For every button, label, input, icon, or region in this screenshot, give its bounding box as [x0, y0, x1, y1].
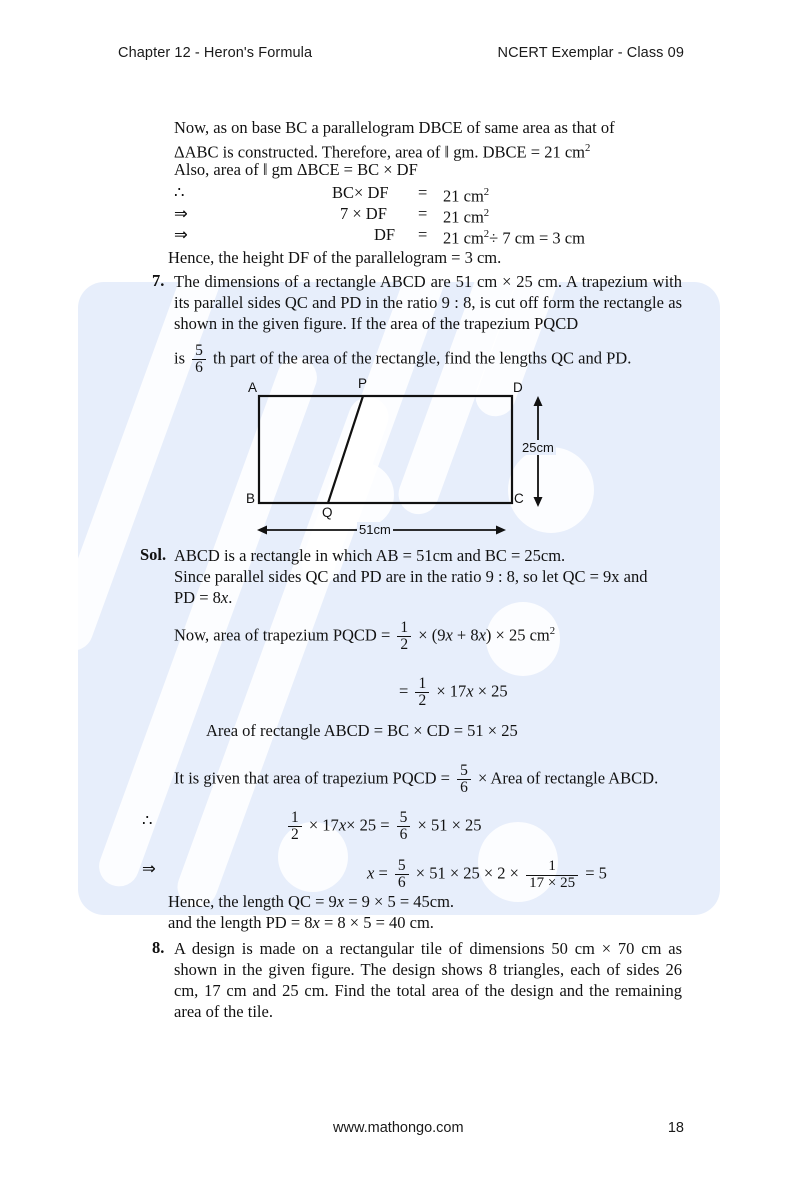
- solution-7-step-2-fraction-denominator: 2: [415, 692, 429, 709]
- solution-7-step-6-fraction-2-denominator: 17 × 25: [526, 875, 578, 891]
- footer-page-number: 18: [667, 1120, 684, 1136]
- solution-7-step-5-tail: × 51 × 25: [417, 815, 482, 835]
- solution-7-step-4-fraction-denominator: 6: [457, 779, 471, 796]
- solution-7-step-5-fraction-1-denominator: 2: [288, 826, 302, 843]
- prev-solution-line-2-sup: 2: [584, 142, 591, 154]
- solution-7-step-2-fraction: [415, 676, 429, 709]
- header-chapter-title: Chapter 12 - Heron's Formula: [118, 45, 313, 61]
- question-7-fraction: [192, 343, 206, 376]
- question-7-fraction-line: [174, 343, 631, 376]
- solution-7-line-3-var: x: [220, 588, 229, 607]
- solution-7-step-4-tail: × Area of rectangle ABCD.: [477, 768, 659, 788]
- solution-7-step-4-fraction: [457, 763, 471, 796]
- prev-eq-1-rhs-text: 21 cm: [443, 186, 484, 206]
- solution-7-conclusion-1-var: x: [336, 892, 345, 911]
- prev-eq-2-rhs-sup: 2: [483, 207, 490, 219]
- solution-7-step-1: [174, 620, 555, 653]
- solution-7-step-6-fraction-1-denominator: 6: [395, 874, 409, 891]
- solution-7-step-1-equals: =: [380, 625, 391, 645]
- question-7-text: The dimensions of a rectangle ABCD are 51 cm × 25 cm. A trapezium with its parallel sides QC and PD in the ratio 9 : 8, is cut off form the rectangle as shown in the given figure. If the area of the trapezium PQCD: [174, 272, 682, 333]
- solution-7-step-2-equals: =: [399, 681, 409, 701]
- solution-7-step-5-marker: ∴: [142, 811, 153, 830]
- question-7-fraction-numerator: 5: [195, 342, 203, 359]
- solution-7-step-1-var-2: x: [478, 625, 486, 645]
- page-footer: [118, 1120, 684, 1136]
- question-8-number: 8.: [152, 938, 165, 957]
- solution-7-step-6-mid: × 51 × 25 × 2 ×: [415, 863, 519, 883]
- question-7-fraction-denominator: 6: [192, 359, 206, 376]
- solution-7-step-2-var: x: [466, 681, 474, 701]
- prev-eq-1-marker: ∴: [174, 183, 185, 202]
- prev-eq-1-equals: =: [418, 183, 428, 202]
- watermark-dot-1: [328, 462, 394, 528]
- solution-7-step-6-fraction-2-numerator: 1: [548, 858, 556, 875]
- solution-7-step-5-fraction-1-numerator: 1: [291, 809, 299, 826]
- solution-7-step-1-fraction-denominator: 2: [397, 636, 411, 653]
- header-book-title: NCERT Exemplar - Class 09: [497, 45, 684, 61]
- solution-7-step-4: [174, 763, 658, 796]
- solution-7-marker: Sol.: [140, 545, 167, 564]
- figure-label-A: A: [248, 380, 258, 395]
- solution-7-step-1-fraction: [397, 620, 411, 653]
- prev-eq-1-rhs-sup: 2: [483, 186, 490, 198]
- solution-7-step-1-var-1: x: [445, 625, 453, 645]
- solution-7-step-6: [367, 858, 607, 891]
- solution-7-step-1-sup: 2: [549, 624, 556, 637]
- watermark-dot-2: [508, 447, 594, 533]
- solution-7-step-6-tail: = 5: [585, 863, 607, 883]
- solution-7-conclusion-1: [168, 891, 454, 912]
- prev-eq-3-rhs: [443, 224, 585, 249]
- figure-label-D: D: [513, 380, 523, 395]
- solution-7-step-1-tail-c: ) × 25 cm: [485, 625, 550, 645]
- solution-7-step-1-tail-b: + 8: [452, 625, 479, 645]
- prev-eq-2-rhs-text: 21 cm: [443, 207, 484, 227]
- prev-solution-line-3: Also, area of ‖ gm ΔBCE = BC × DF: [174, 160, 418, 179]
- solution-7-step-2-tail-b: × 25: [473, 681, 508, 701]
- solution-7-step-5-fraction-1: [288, 810, 302, 843]
- solution-7-step-4-fraction-numerator: 5: [460, 762, 468, 779]
- figure-width-label: 51cm: [359, 522, 391, 537]
- solution-7-line-3-tail: .: [228, 588, 233, 607]
- page-header: [118, 45, 684, 61]
- prev-eq-3-equals: =: [418, 225, 428, 244]
- prev-eq-3-lhs: DF: [374, 225, 396, 244]
- prev-eq-2-lhs: 7 × DF: [340, 204, 387, 223]
- solution-7-step-5-fraction-2-numerator: 5: [399, 809, 408, 826]
- prev-eq-3-marker: ⇒: [174, 225, 188, 244]
- prev-eq-2-equals: =: [418, 204, 428, 223]
- solution-7-step-5-var: x: [338, 815, 347, 835]
- solution-7-step-1-tail-a: × (9: [418, 625, 446, 645]
- solution-7-step-3: Area of rectangle ABCD = BC × CD = 51 × 25: [206, 721, 518, 740]
- prev-eq-2-marker: ⇒: [174, 204, 188, 223]
- solution-7-conclusion-2-tail: = 8 × 5 = 40 cm.: [319, 913, 434, 932]
- prev-solution-conclusion: Hence, the height DF of the parallelogram = 3 cm.: [168, 248, 502, 267]
- solution-7-step-6-equals: =: [378, 863, 388, 883]
- solution-7-line-3-lead: PD = 8: [174, 588, 221, 607]
- prev-eq-3-rhs-tail: ÷ 7 cm = 3 cm: [489, 228, 585, 248]
- prev-eq-3-rhs-text: 21 cm: [443, 228, 484, 248]
- figure-height-label: 25cm: [522, 440, 554, 455]
- solution-7-step-1-fraction-numerator: 1: [400, 619, 409, 636]
- prev-solution-line-2-text: ΔABC is constructed. Therefore, area of ‖ gm. DBCE = 21 cm: [174, 142, 585, 162]
- solution-7-line-2: Since parallel sides QC and PD are in the ratio 9 : 8, so let QC = 9x and: [174, 567, 648, 586]
- solution-7-conclusion-2-lead: and the length PD = 8: [168, 913, 313, 932]
- solution-7-step-6-fraction-2: [526, 859, 578, 891]
- question-8-text: A design is made on a rectangular tile of dimensions 50 cm × 70 cm as shown in the given figure. The design shows 8 triangles, each of sides 26 cm, 17 cm and 25 cm. Find the total area of the design and the remaining area of the tile.: [174, 939, 682, 1021]
- solution-7-step-6-marker: ⇒: [142, 859, 156, 878]
- solution-7-step-5-fraction-2-denominator: 6: [397, 826, 411, 843]
- solution-7-step-2: [399, 676, 508, 709]
- solution-7-conclusion-1-tail: = 9 × 5 = 45cm.: [344, 892, 455, 911]
- question-7-number: 7.: [152, 271, 165, 290]
- solution-7-step-6-lhs-var: x: [367, 863, 375, 883]
- solution-7-step-5-mid-a: × 17: [308, 815, 339, 835]
- footer-website-url: www.mathongo.com: [333, 1120, 464, 1136]
- solution-7-line-1: ABCD is a rectangle in which AB = 51cm and BC = 25cm.: [174, 546, 566, 565]
- solution-7-conclusion-2: [168, 912, 434, 933]
- solution-7-step-1-lead: Now, area of trapezium PQCD: [174, 625, 377, 645]
- figure-label-Q: Q: [322, 505, 333, 520]
- solution-7-step-6-fraction-1: [395, 858, 409, 891]
- solution-7-conclusion-1-lead: Hence, the length QC = 9: [168, 892, 337, 911]
- figure-label-P: P: [358, 376, 368, 391]
- solution-7-step-6-fraction-1-numerator: 5: [397, 857, 406, 874]
- prev-solution-line-1: Now, as on base BC a parallelogram DBCE of same area as that of: [174, 118, 615, 137]
- solution-7-step-4-lead: It is given that area of trapezium PQCD =: [174, 768, 450, 788]
- prev-eq-3-rhs-sup: 2: [483, 228, 490, 240]
- solution-7-step-5: [285, 810, 482, 843]
- question-7-is-label: is: [174, 348, 186, 368]
- solution-7-step-5-fraction-2: [397, 810, 411, 843]
- solution-7-conclusion-2-var: x: [312, 913, 320, 932]
- prev-eq-1-lhs: BC× DF: [332, 183, 389, 202]
- question-7-text-tail: th part of the area of the rectangle, find the lengths QC and PD.: [213, 348, 632, 368]
- figure-label-C: C: [514, 491, 524, 506]
- solution-7-step-5-mid-b: × 25 =: [346, 815, 390, 835]
- solution-7-step-2-tail-a: × 17: [436, 681, 467, 701]
- solution-7-step-2-fraction-numerator: 1: [418, 675, 427, 692]
- figure-label-B: B: [246, 491, 256, 506]
- solution-7-line-3: [174, 587, 232, 608]
